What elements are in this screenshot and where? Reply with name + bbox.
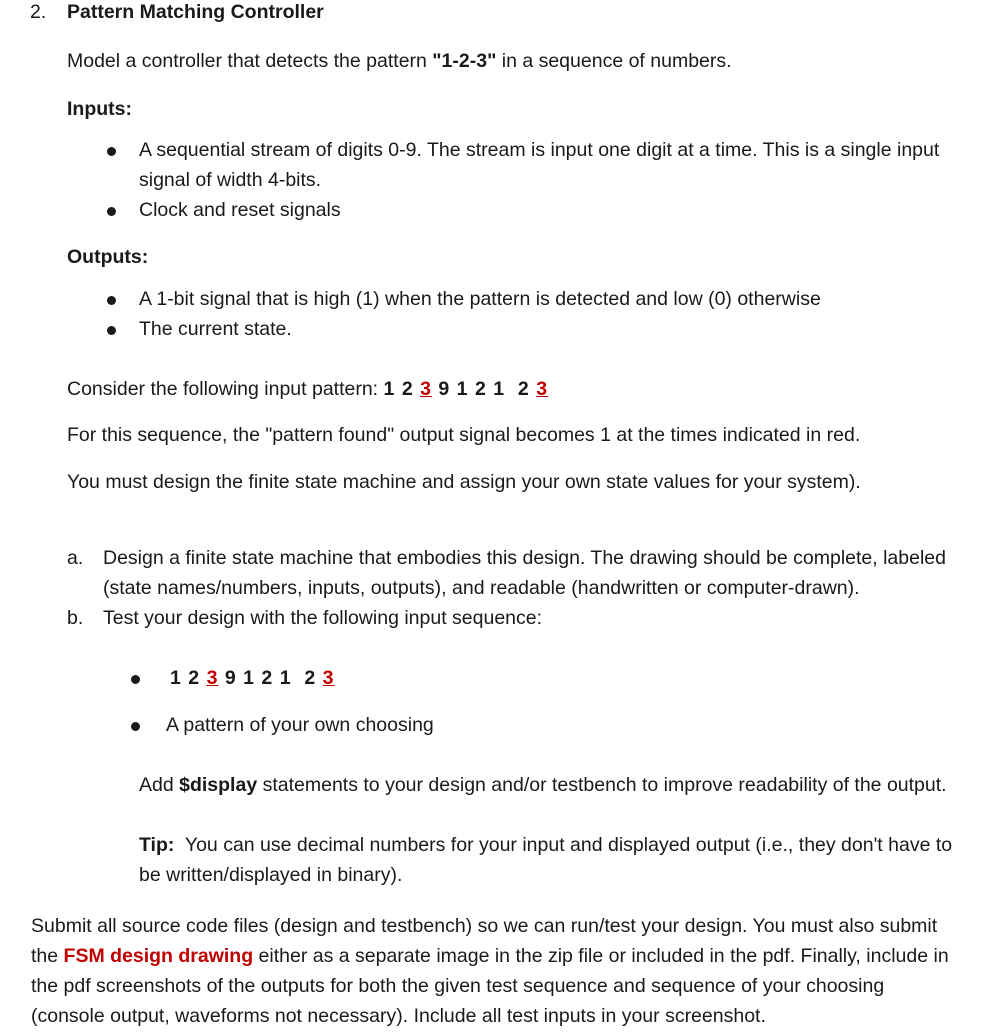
fsm-drawing-highlight: FSM design drawing <box>63 945 254 967</box>
inputs-item-1-line-2: signal of width 4-bits. <box>139 169 322 191</box>
intro-pattern: "1-2-3" <box>432 50 497 72</box>
submit-line-3: the pdf screenshots of the outputs for both the given test sequence and sequence of your choosing <box>31 975 885 997</box>
display-note <box>139 774 947 797</box>
design-instruction: You must design the finite state machine and assign your own state values for your system). <box>67 471 861 493</box>
sequence-digit: 1 <box>279 667 292 689</box>
submit-line-2 <box>31 945 949 968</box>
sequence-digit: 1 <box>243 667 255 689</box>
display-keyword: $display <box>179 774 258 796</box>
sequence-digit: 2 <box>401 378 414 400</box>
sequence-digit: 1 <box>170 667 182 689</box>
sequence-digit: 1 <box>493 378 506 400</box>
intro-text <box>67 50 732 73</box>
bullet-icon <box>131 722 140 731</box>
own-pattern-item: A pattern of your own choosing <box>166 714 434 736</box>
bullet-icon <box>107 207 116 216</box>
tip-text-1: You can use decimal numbers for your input and displayed output (i.e., they don't have to <box>174 834 953 856</box>
submit-l2-pre: the <box>31 945 64 967</box>
sequence-digit: 2 <box>261 667 274 689</box>
inputs-item-2: Clock and reset signals <box>139 199 341 221</box>
sequence-digit: 9 <box>438 378 451 400</box>
outputs-item-2: The current state. <box>139 318 292 340</box>
section-title: Pattern Matching Controller <box>67 1 324 23</box>
sequence-digit: 9 <box>224 667 237 689</box>
intro-post: in a sequence of numbers. <box>496 50 732 72</box>
outputs-heading: Outputs: <box>67 246 149 268</box>
submit-line-4: (console output, waveforms not necessary). Include all test inputs in your screenshot. <box>31 1005 766 1027</box>
submit-line-1: Submit all source code files (design and testbench) so we can run/test your design. You must also submit <box>31 915 938 937</box>
bullet-icon <box>107 147 116 156</box>
task-a-line-2: (state names/numbers, inputs, outputs), and readable (handwritten or computer-drawn). <box>103 577 860 599</box>
sequence-digit-highlight: 3 <box>536 378 549 400</box>
sequence-digit-highlight: 3 <box>206 667 219 689</box>
inputs-item-1-line-1: A sequential stream of digits 0-9. The stream is input one digit at a time. This is a single input <box>139 139 940 161</box>
task-a-label: a. <box>67 547 84 569</box>
consider-label: Consider the following input pattern: <box>67 378 379 400</box>
section-number: 2. <box>30 1 47 23</box>
tip-line-1 <box>139 834 952 857</box>
task-b-label: b. <box>67 607 84 629</box>
bullet-icon <box>107 296 116 305</box>
tip-label: Tip: <box>139 834 175 856</box>
sequence-digit-highlight: 3 <box>420 378 432 400</box>
task-a-line-1: Design a finite state machine that embodies this design. The drawing should be complete, labeled <box>103 547 946 569</box>
red-explanation: For this sequence, the "pattern found" output signal becomes 1 at the times indicated in red. <box>67 424 861 446</box>
submit-l2-post: either as a separate image in the zip file or included in the pdf. Finally, include in <box>253 945 949 967</box>
test-sequence <box>170 667 335 690</box>
bullet-icon <box>131 675 140 684</box>
tip-line-2: be written/displayed in binary). <box>139 864 403 886</box>
sequence-digit: 2 <box>517 378 530 400</box>
inputs-heading: Inputs: <box>67 98 132 120</box>
display-note-pre: Add <box>139 774 180 796</box>
sequence-digit-highlight: 3 <box>322 667 335 689</box>
sequence-digit: 2 <box>188 667 201 689</box>
sequence-digit: 2 <box>304 667 317 689</box>
sequence-digit: 2 <box>474 378 487 400</box>
outputs-item-1: A 1-bit signal that is high (1) when the pattern is detected and low (0) otherwise <box>139 288 821 310</box>
consider-sequence <box>384 378 549 400</box>
sequence-digit: 1 <box>383 378 396 400</box>
display-note-post: statements to your design and/or testbench to improve readability of the output. <box>257 774 947 796</box>
consider-line <box>67 378 548 401</box>
intro-pre: Model a controller that detects the pattern <box>67 50 433 72</box>
sequence-digit: 1 <box>456 378 469 400</box>
bullet-icon <box>107 326 116 335</box>
task-b-line: Test your design with the following input sequence: <box>103 607 543 629</box>
